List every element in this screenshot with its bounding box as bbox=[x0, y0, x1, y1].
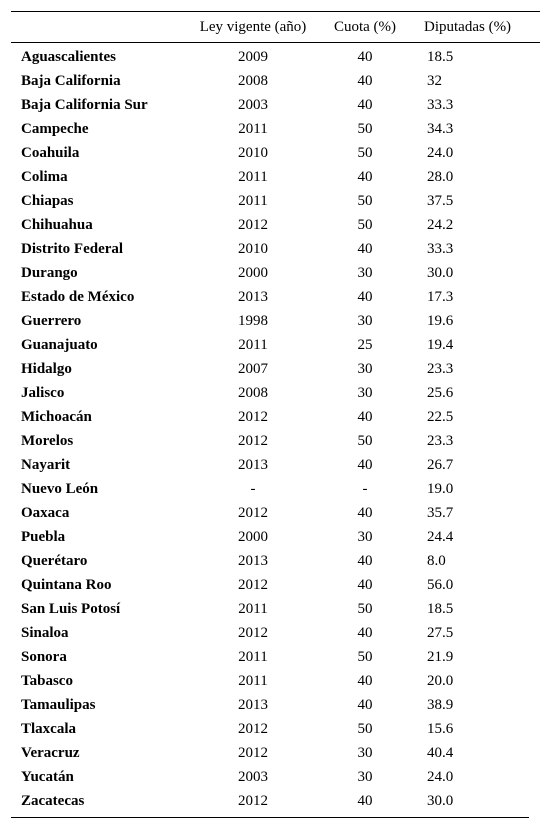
cell-state: Chiapas bbox=[21, 192, 74, 209]
cell-state: Estado de México bbox=[21, 288, 135, 305]
table-row bbox=[11, 93, 540, 117]
cell-ley-vigente: 2011 bbox=[238, 600, 268, 617]
cell-cuota: 30 bbox=[357, 360, 373, 377]
cell-diputadas: 21.9 bbox=[427, 648, 454, 665]
cell-state: Michoacán bbox=[21, 408, 92, 425]
cell-cuota: 40 bbox=[357, 48, 373, 65]
cell-diputadas: 24.0 bbox=[427, 768, 454, 785]
cell-diputadas: 15.6 bbox=[427, 720, 454, 737]
table-row bbox=[11, 525, 540, 549]
table-row bbox=[11, 645, 540, 669]
cell-ley-vigente: 2010 bbox=[238, 240, 268, 257]
cell-state: Chihuahua bbox=[21, 216, 93, 233]
cell-diputadas: 33.3 bbox=[427, 96, 454, 113]
header-state bbox=[11, 12, 194, 43]
table-row bbox=[11, 573, 540, 597]
cell-cuota: 50 bbox=[357, 720, 373, 737]
cell-ley-vigente: 2008 bbox=[238, 72, 268, 89]
cell-ley-vigente: - bbox=[250, 480, 256, 497]
table-row bbox=[11, 309, 540, 333]
cell-ley-vigente: 2000 bbox=[238, 264, 268, 281]
table-row bbox=[11, 69, 540, 93]
cell-diputadas: 32 bbox=[427, 72, 442, 89]
cell-cuota: 50 bbox=[357, 120, 373, 137]
cell-ley-vigente: 2011 bbox=[238, 120, 268, 137]
cell-ley-vigente: 2003 bbox=[238, 768, 268, 785]
cell-ley-vigente: 2003 bbox=[238, 96, 268, 113]
cell-ley-vigente: 2012 bbox=[238, 432, 268, 449]
header-ley-vigente: Ley vigente (año) bbox=[199, 18, 307, 35]
table-row bbox=[11, 789, 540, 817]
cell-diputadas: 22.5 bbox=[427, 408, 454, 425]
cell-cuota: 30 bbox=[357, 312, 373, 329]
cell-cuota: 50 bbox=[357, 648, 373, 665]
cell-state: Puebla bbox=[21, 528, 66, 545]
table-header bbox=[11, 12, 540, 43]
cell-cuota: 30 bbox=[357, 744, 373, 761]
cell-state: Coahuila bbox=[21, 144, 80, 161]
cell-ley-vigente: 2009 bbox=[238, 48, 268, 65]
cell-diputadas: 19.4 bbox=[427, 336, 454, 353]
cell-ley-vigente: 2013 bbox=[238, 552, 268, 569]
cell-diputadas: 28.0 bbox=[427, 168, 454, 185]
cell-diputadas: 30.0 bbox=[427, 264, 454, 281]
cell-ley-vigente: 2012 bbox=[238, 408, 268, 425]
table-row bbox=[11, 285, 540, 309]
cell-diputadas: 38.9 bbox=[427, 696, 454, 713]
cell-ley-vigente: 2012 bbox=[238, 216, 268, 233]
cell-ley-vigente: 2007 bbox=[238, 360, 268, 377]
cell-state: Morelos bbox=[21, 432, 74, 449]
cell-ley-vigente: 2012 bbox=[238, 792, 268, 809]
table-row bbox=[11, 597, 540, 621]
table-bottom-rule bbox=[11, 817, 529, 818]
table-row bbox=[11, 189, 540, 213]
cell-diputadas: 24.4 bbox=[427, 528, 454, 545]
cell-state: Nuevo León bbox=[21, 480, 99, 497]
cell-cuota: 40 bbox=[357, 552, 373, 569]
cell-diputadas: 24.2 bbox=[427, 216, 454, 233]
cell-state: Campeche bbox=[21, 120, 89, 137]
cell-ley-vigente: 2000 bbox=[238, 528, 268, 545]
cell-cuota: - bbox=[362, 480, 368, 497]
cell-cuota: 40 bbox=[357, 240, 373, 257]
cell-cuota: 40 bbox=[357, 168, 373, 185]
cell-state: Quintana Roo bbox=[21, 576, 112, 593]
table-row bbox=[11, 357, 540, 381]
cell-state: Baja California bbox=[21, 72, 121, 89]
cell-state: Tabasco bbox=[21, 672, 73, 689]
cell-ley-vigente: 2013 bbox=[238, 456, 268, 473]
cell-state: San Luis Potosí bbox=[21, 600, 121, 617]
table-row bbox=[11, 765, 540, 789]
table-row bbox=[11, 549, 540, 573]
table-row bbox=[11, 117, 540, 141]
cell-diputadas: 35.7 bbox=[427, 504, 454, 521]
cell-state: Colima bbox=[21, 168, 68, 185]
cell-cuota: 25 bbox=[357, 336, 373, 353]
cell-cuota: 30 bbox=[357, 528, 373, 545]
cell-cuota: 30 bbox=[357, 768, 373, 785]
table-row bbox=[11, 621, 540, 645]
cell-state: Oaxaca bbox=[21, 504, 70, 521]
cell-diputadas: 23.3 bbox=[427, 360, 454, 377]
cell-cuota: 30 bbox=[357, 264, 373, 281]
cell-diputadas: 27.5 bbox=[427, 624, 454, 641]
table-row bbox=[11, 717, 540, 741]
gender-quota-table-container bbox=[11, 11, 529, 818]
table-row bbox=[11, 165, 540, 189]
header-diputadas: Diputadas (%) bbox=[424, 18, 512, 35]
cell-cuota: 40 bbox=[357, 504, 373, 521]
cell-ley-vigente: 2012 bbox=[238, 576, 268, 593]
cell-ley-vigente: 2013 bbox=[238, 696, 268, 713]
cell-diputadas: 30.0 bbox=[427, 792, 454, 809]
cell-cuota: 40 bbox=[357, 576, 373, 593]
cell-cuota: 40 bbox=[357, 672, 373, 689]
table-row bbox=[11, 261, 540, 285]
cell-cuota: 40 bbox=[357, 96, 373, 113]
cell-cuota: 50 bbox=[357, 432, 373, 449]
cell-cuota: 40 bbox=[357, 72, 373, 89]
cell-cuota: 30 bbox=[357, 384, 373, 401]
cell-cuota: 50 bbox=[357, 216, 373, 233]
cell-cuota: 40 bbox=[357, 792, 373, 809]
cell-state: Nayarit bbox=[21, 456, 71, 473]
cell-state: Sonora bbox=[21, 648, 67, 665]
cell-diputadas: 17.3 bbox=[427, 288, 454, 305]
table-row bbox=[11, 669, 540, 693]
cell-ley-vigente: 2010 bbox=[238, 144, 268, 161]
cell-diputadas: 20.0 bbox=[427, 672, 454, 689]
cell-diputadas: 18.5 bbox=[427, 600, 454, 617]
cell-state: Guerrero bbox=[21, 312, 82, 329]
table-row bbox=[11, 141, 540, 165]
cell-diputadas: 23.3 bbox=[427, 432, 454, 449]
cell-diputadas: 33.3 bbox=[427, 240, 454, 257]
cell-cuota: 40 bbox=[357, 456, 373, 473]
cell-diputadas: 26.7 bbox=[427, 456, 454, 473]
cell-ley-vigente: 2012 bbox=[238, 720, 268, 737]
table-row bbox=[11, 429, 540, 453]
cell-state: Hidalgo bbox=[21, 360, 72, 377]
cell-state: Tlaxcala bbox=[21, 720, 76, 737]
cell-diputadas: 8.0 bbox=[427, 552, 446, 569]
cell-cuota: 50 bbox=[357, 144, 373, 161]
table-row bbox=[11, 477, 540, 501]
cell-ley-vigente: 2013 bbox=[238, 288, 268, 305]
cell-ley-vigente: 2012 bbox=[238, 504, 268, 521]
cell-state: Veracruz bbox=[21, 744, 80, 761]
table-row bbox=[11, 453, 540, 477]
table-row bbox=[11, 333, 540, 357]
cell-ley-vigente: 2011 bbox=[238, 672, 268, 689]
cell-ley-vigente: 2008 bbox=[238, 384, 268, 401]
cell-diputadas: 24.0 bbox=[427, 144, 454, 161]
cell-ley-vigente: 2011 bbox=[238, 648, 268, 665]
table-body bbox=[11, 43, 540, 818]
cell-diputadas: 19.0 bbox=[427, 480, 454, 497]
cell-diputadas: 18.5 bbox=[427, 48, 454, 65]
cell-diputadas: 56.0 bbox=[427, 576, 454, 593]
header-row bbox=[11, 12, 540, 43]
cell-cuota: 50 bbox=[357, 192, 373, 209]
cell-diputadas: 34.3 bbox=[427, 120, 454, 137]
cell-state: Baja California Sur bbox=[21, 96, 148, 113]
cell-cuota: 40 bbox=[357, 408, 373, 425]
table-row bbox=[11, 43, 540, 70]
cell-diputadas: 40.4 bbox=[427, 744, 454, 761]
cell-ley-vigente: 2012 bbox=[238, 624, 268, 641]
cell-diputadas: 37.5 bbox=[427, 192, 454, 209]
cell-state: Zacatecas bbox=[21, 792, 85, 809]
cell-cuota: 40 bbox=[357, 696, 373, 713]
cell-diputadas: 19.6 bbox=[427, 312, 454, 329]
cell-state: Aguascalientes bbox=[21, 48, 116, 65]
cell-state: Guanajuato bbox=[21, 336, 98, 353]
cell-diputadas: 25.6 bbox=[427, 384, 454, 401]
cell-state: Yucatán bbox=[21, 768, 74, 785]
table-row bbox=[11, 501, 540, 525]
cell-ley-vigente: 2011 bbox=[238, 336, 268, 353]
table-row bbox=[11, 405, 540, 429]
header-cuota: Cuota (%) bbox=[333, 18, 397, 35]
gender-quota-table bbox=[11, 11, 540, 817]
cell-state: Sinaloa bbox=[21, 624, 69, 641]
table-row bbox=[11, 693, 540, 717]
cell-ley-vigente: 2011 bbox=[238, 192, 268, 209]
cell-ley-vigente: 2012 bbox=[238, 744, 268, 761]
table-row bbox=[11, 741, 540, 765]
table-row bbox=[11, 213, 540, 237]
cell-state: Durango bbox=[21, 264, 78, 281]
cell-state: Querétaro bbox=[21, 552, 88, 569]
cell-ley-vigente: 2011 bbox=[238, 168, 268, 185]
table-row bbox=[11, 381, 540, 405]
cell-cuota: 40 bbox=[357, 288, 373, 305]
cell-state: Jalisco bbox=[21, 384, 65, 401]
cell-cuota: 40 bbox=[357, 624, 373, 641]
cell-cuota: 50 bbox=[357, 600, 373, 617]
cell-ley-vigente: 1998 bbox=[238, 312, 268, 329]
cell-state: Distrito Federal bbox=[21, 240, 124, 257]
table-row bbox=[11, 237, 540, 261]
cell-state: Tamaulipas bbox=[21, 696, 96, 713]
